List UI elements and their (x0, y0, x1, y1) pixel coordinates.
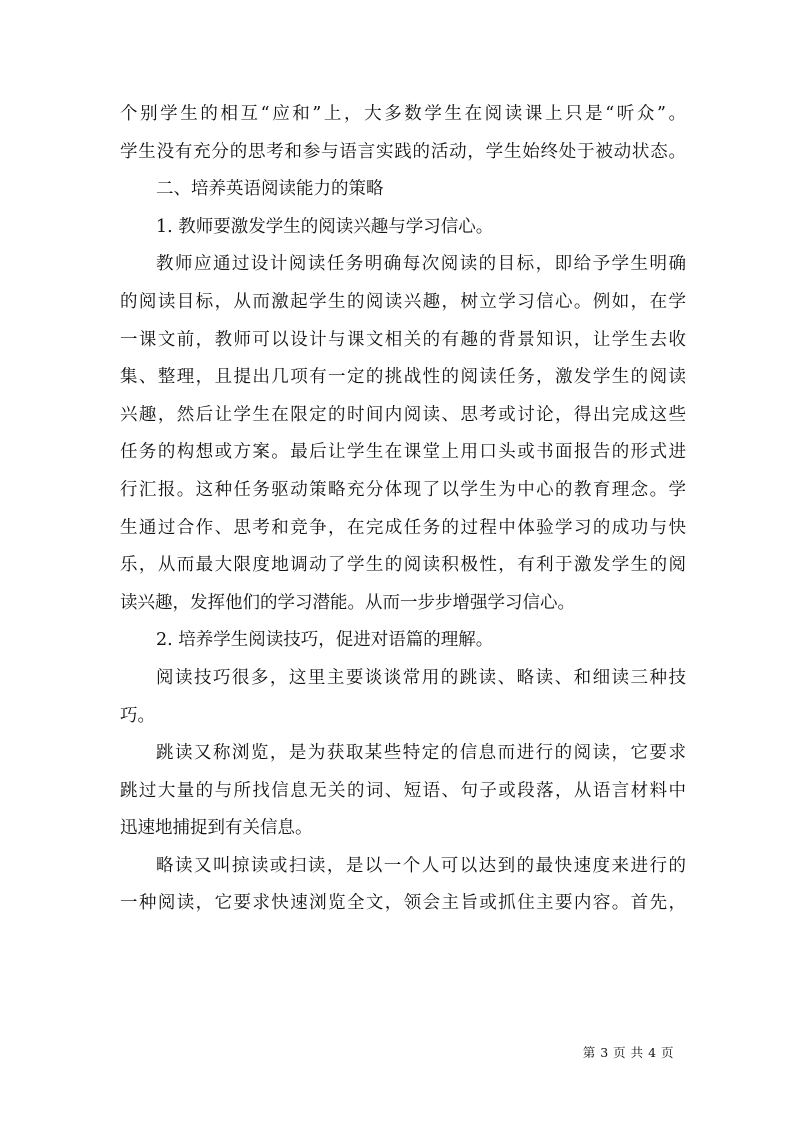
text-line: 1. 教师要激发学生的阅读兴趣与学习信心。 (156, 216, 494, 237)
page-footer (0, 1043, 794, 1061)
text-line: 2. 培养学生阅读技巧，促进对语篇的理解。 (156, 630, 494, 651)
text-line: 二、培养英语阅读能力的策略 (156, 179, 384, 200)
text-line: 集、整理，且提出几项有一定的挑战性的阅读任务，激发学生的阅读 (120, 367, 686, 388)
text-line: 生通过合作、思考和竞争，在完成任务的过程中体验学习的成功与快 (120, 517, 686, 538)
text-line: 学生没有充分的思考和参与语言实践的活动，学生始终处于被动状态。 (120, 141, 686, 162)
text-line: 任务的构想或方案。最后让学生在课堂上用口头或书面报告的形式进 (120, 442, 686, 463)
text-line: 一课文前，教师可以设计与课文相关的有趣的背景知识，让学生去收 (120, 329, 686, 350)
page-number: 第 3 页 共 4 页 (582, 1045, 674, 1060)
text-line: 阅读技巧很多，这里主要谈谈常用的跳读、略读、和细读三种技 (156, 667, 686, 688)
text-line: 一种阅读，它要求快速浏览全文，领会主旨或抓住主要内容。首先， (120, 893, 686, 914)
text-line: 教师应通过设计阅读任务明确每次阅读的目标，即给予学生明确 (156, 254, 686, 275)
text-line: 乐，从而最大限度地调动了学生的阅读积极性，有利于激发学生的阅 (120, 555, 686, 576)
text-line: 读兴趣，发挥他们的学习潜能。从而一步步增强学习信心。 (120, 592, 575, 613)
text-line: 跳过大量的与所找信息无关的词、短语、句子或段落，从语言材料中 (120, 780, 686, 801)
text-line: 迅速地捕捉到有关信息。 (120, 818, 313, 839)
text-line: 行汇报。这种任务驱动策略充分体现了以学生为中心的教育理念。学 (120, 479, 686, 500)
text-line: 兴趣，然后让学生在限定的时间内阅读、思考或讨论，得出完成这些 (120, 404, 686, 425)
text-line: 巧。 (120, 705, 155, 726)
body-text (120, 96, 686, 923)
text-line: 跳读又称浏览，是为获取某些特定的信息而进行的阅读，它要求 (156, 743, 686, 764)
text-line: 的阅读目标，从而激起学生的阅读兴趣，树立学习信心。例如，在学 (120, 291, 686, 312)
text-line: 个别学生的相互“应和”上，大多数学生在阅读课上只是“听众”。 (120, 104, 686, 124)
text-line: 略读又叫掠读或扫读，是以一个人可以达到的最快速度来进行的 (156, 855, 686, 876)
